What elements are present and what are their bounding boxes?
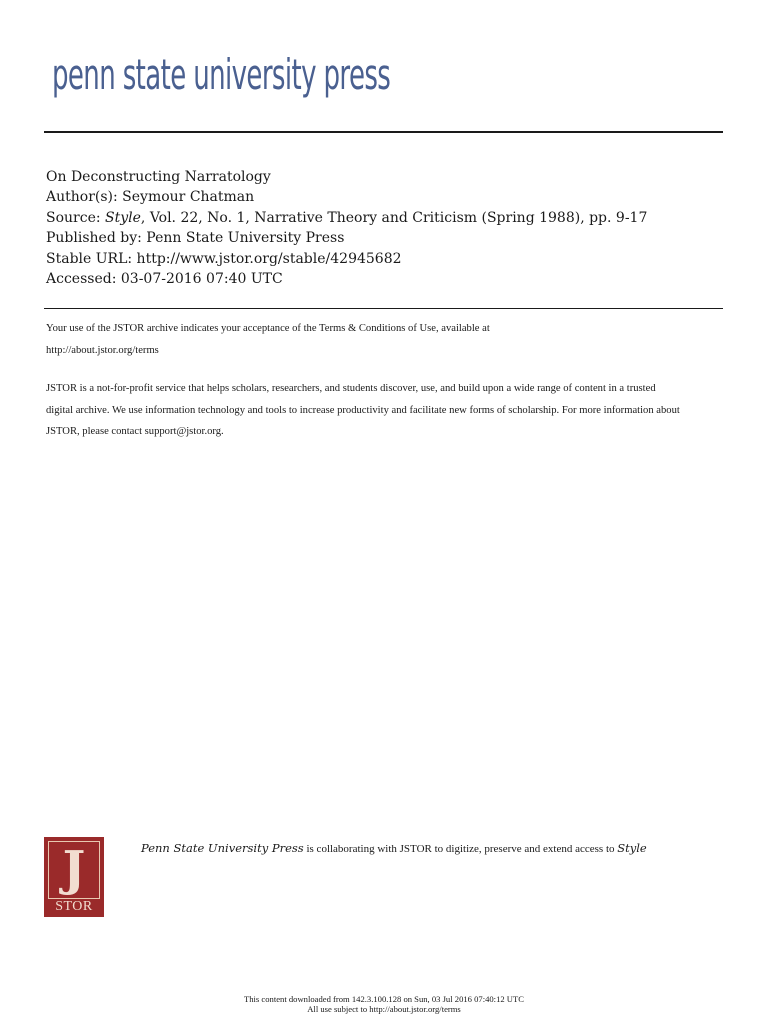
footer-download-line: This content downloaded from 142.3.100.128 on Sun, 03 Jul 2016 07:40:12 UTC: [244, 994, 524, 1004]
published-line: [46, 228, 736, 248]
article-metadata: [46, 167, 736, 289]
jstor-about-line-2: digital archive. We use information technology and tools to increase productivity and facilitate new forms of scholarship. For more information about: [46, 404, 680, 416]
collaboration-statement: [141, 841, 761, 855]
jstor-about-line-3: JSTOR, please contact support@jstor.org.: [46, 426, 224, 437]
jstor-logo: [44, 837, 104, 917]
collab-publisher: Penn State University Press: [141, 841, 304, 855]
accessed-line: [46, 269, 736, 289]
jstor-logo-letter: J: [62, 841, 86, 897]
authors-label: Author(s):: [46, 189, 118, 206]
collab-text: is collaborating with JSTOR to digitize, preserve and extend access to: [303, 843, 618, 855]
published-value: Penn State University Press: [146, 230, 345, 247]
middle-divider: [44, 308, 723, 309]
authors-value: Seymour Chatman: [122, 189, 255, 206]
collab-journal: Style: [617, 841, 647, 855]
jstor-about-line-1: JSTOR is a not-for-profit service that helps scholars, researchers, and students discover, use, and build upon a wide range of content in a trusted: [46, 383, 656, 394]
publisher-logo: penn state university press: [52, 50, 391, 99]
stable-url-line: [46, 249, 736, 269]
accessed-label: Accessed:: [46, 271, 117, 288]
source-line: [46, 208, 736, 228]
source-label: Source:: [46, 209, 101, 226]
footer-terms-line: All use subject to http://about.jstor.org/terms: [307, 1004, 461, 1014]
source-details: , Vol. 22, No. 1, Narrative Theory and Criticism (Spring 1988), pp. 9-17: [140, 209, 648, 226]
accessed-value: 03-07-2016 07:40 UTC: [120, 271, 283, 288]
published-label: Published by:: [46, 230, 142, 247]
terms-link[interactable]: http://about.jstor.org/terms: [46, 344, 159, 356]
source-journal: Style: [105, 209, 141, 226]
stable-url-link[interactable]: http://www.jstor.org/stable/42945682: [136, 250, 402, 267]
download-footer: [0, 994, 768, 1014]
authors-line: [46, 187, 736, 207]
stable-url-label: Stable URL:: [46, 250, 133, 267]
jstor-logo-word: STOR: [55, 899, 93, 914]
top-divider: [44, 131, 723, 133]
terms-notice: [46, 318, 736, 443]
terms-line: Your use of the JSTOR archive indicates your acceptance of the Terms & Conditions of Use, available at: [46, 323, 490, 334]
article-title: On Deconstructing Narratology: [46, 169, 271, 185]
